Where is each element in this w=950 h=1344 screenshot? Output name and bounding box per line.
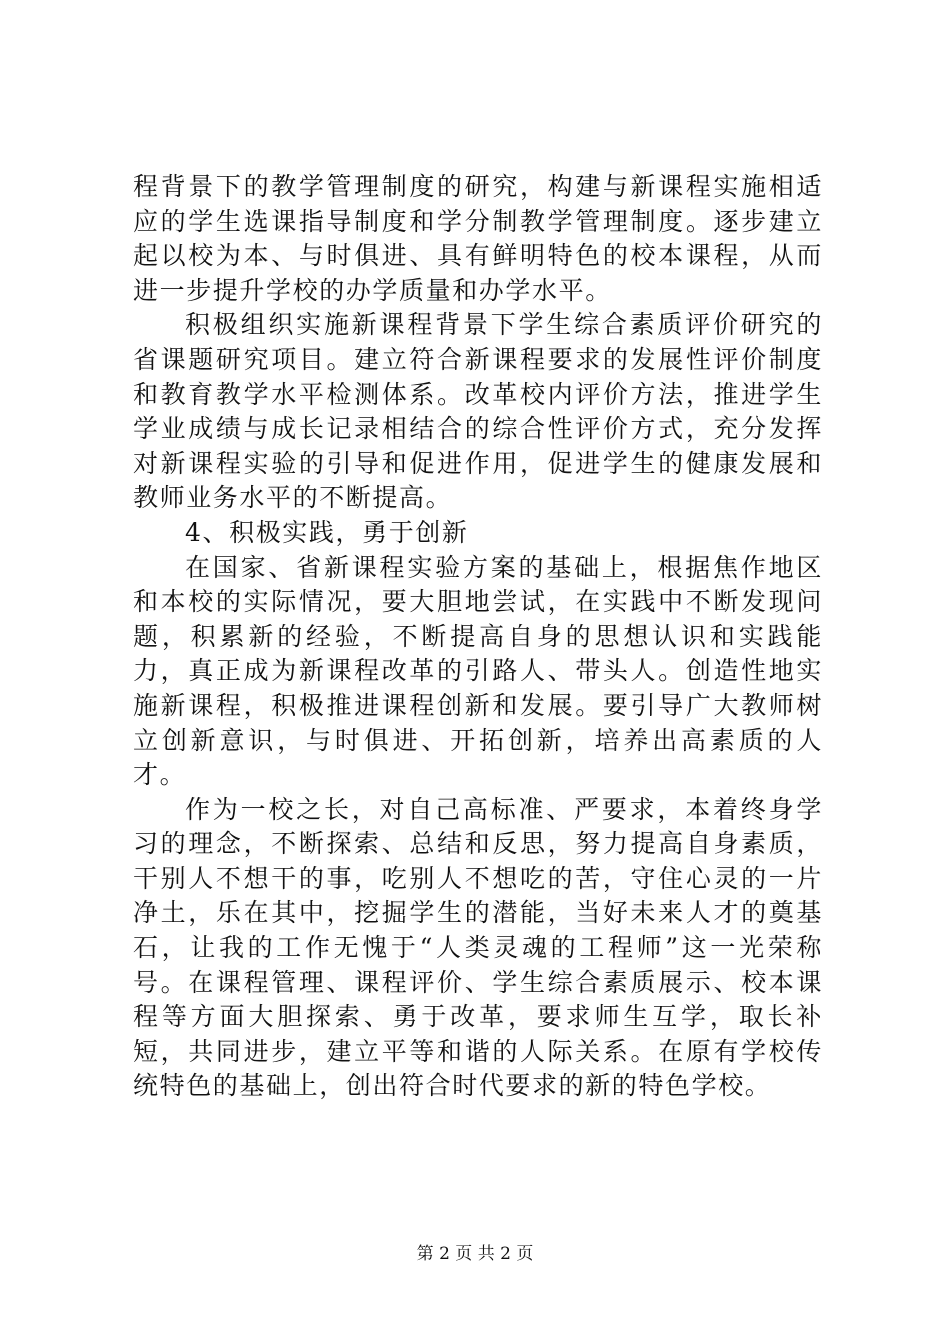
paragraph-innovation: 在国家、省新课程实验方案的基础上，根据焦作地区和本校的实际情况，要大胆地尝试，在实践中不断发现问题，积累新的经验，不断提高自身的思想认识和实践能力，真正成为新课程改革的引路人、带头人。创造性地实施新课程，积极推进课程创新和发展。要引导广大教师树立创新意识，与时俱进、开拓创新，培养出高素质的人才。 <box>133 552 823 790</box>
paragraph-continued: 程背景下的教学管理制度的研究，构建与新课程实施相适应的学生选课指导制度和学分制教学管理制度。逐步建立起以校为本、与时俱进、具有鲜明特色的校本课程，从而进一步提升学校的办学质量和办学水平。 <box>133 172 823 305</box>
section-heading: 4、积极实践，勇于创新 <box>185 517 469 547</box>
page-number-footer: 第 2 页 共 2 页 <box>416 1244 534 1264</box>
paragraph-principal: 作为一校之长，对自己高标准、严要求，本着终身学习的理念，不断探索、总结和反思，努力提高自身素质，干别人不想干的事，吃别人不想吃的苦，守住心灵的一片净土，乐在其中，挖掘学生的潜能，当好未来人才的奠基石，让我的工作无愧于“人类灵魂的工程师”这一光荣称号。在课程管理、课程评价、学生综合素质展示、校本课程等方面大胆探索、勇于改革，要求师生互学，取长补短，共同进步，建立平等和谐的人际关系。在原有学校传统特色的基础上，创出符合时代要求的新的特色学校。 <box>133 794 823 1101</box>
document-body <box>133 170 823 1104</box>
paragraph-evaluation: 积极组织实施新课程背景下学生综合素质评价研究的省课题研究项目。建立符合新课程要求的发展性评价制度和教育教学水平检测体系。改革校内评价方法，推进学生学业成绩与成长记录相结合的综合性评价方式，充分发挥对新课程实验的引导和促进作用，促进学生的健康发展和教师业务水平的不断提高。 <box>133 310 823 513</box>
